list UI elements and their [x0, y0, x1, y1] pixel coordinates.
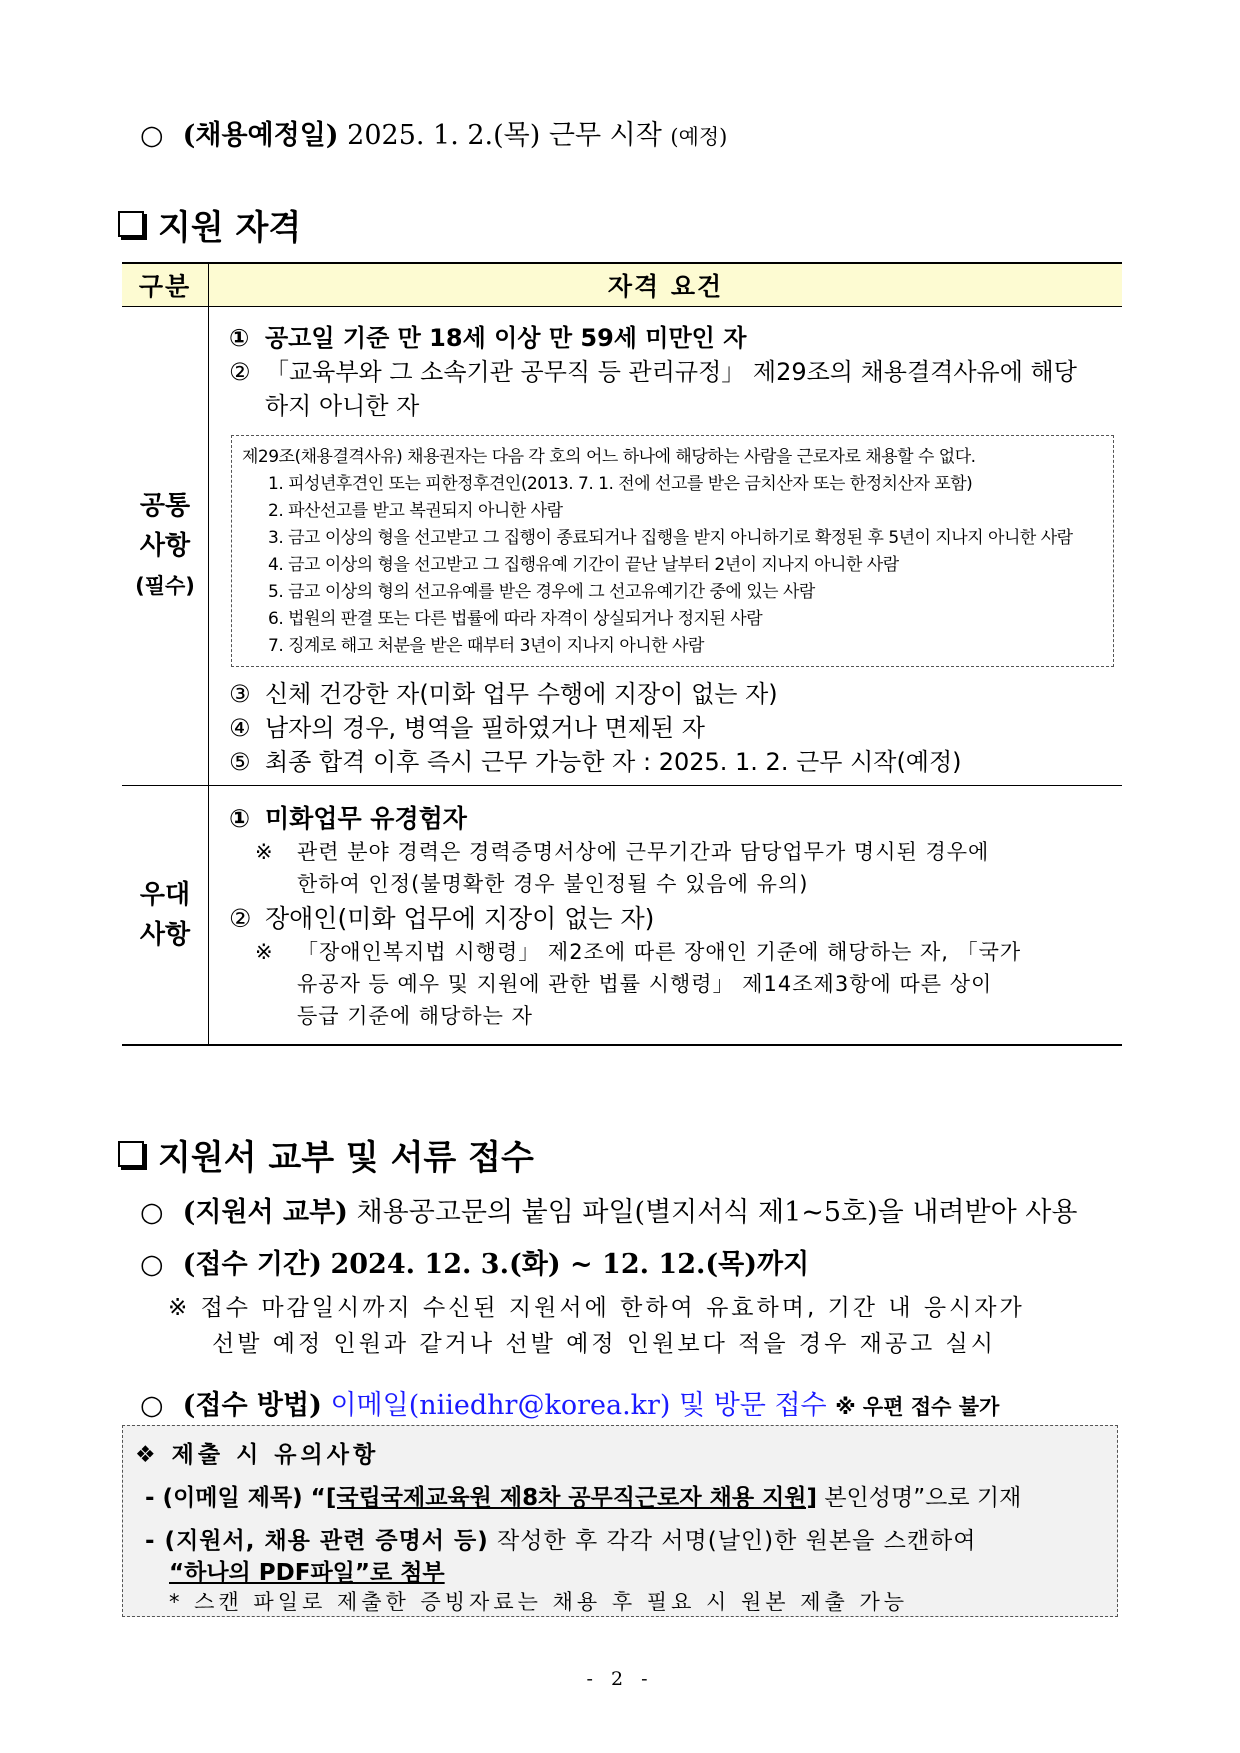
- item-text: 장애인(미화 업무에 지장이 없는 자): [265, 904, 655, 933]
- header-category: 구분: [122, 263, 209, 307]
- form-label: (지원서 교부): [182, 1197, 348, 1228]
- caution-line-documents: [145, 1522, 977, 1555]
- method-note: ※ 우편 접수 불가: [835, 1395, 1000, 1419]
- item-number: ①: [229, 804, 251, 833]
- article-clause: 5. 금고 이상의 형의 선고유예를 받은 경우에 그 선고유예기간 중에 있는 사람: [268, 582, 815, 602]
- section-title-application: [118, 1130, 534, 1179]
- item-number: ⑤: [229, 748, 251, 776]
- preferred-requirements: [209, 786, 1123, 1046]
- note-text: 「장애인복지법 시행령」 제2조에 따른 장애인 기준에 해당하는 자, 「국가: [297, 940, 1022, 964]
- note-text-continued: 등급 기준에 해당하는 자: [297, 1004, 533, 1028]
- item-number: ①: [229, 324, 250, 352]
- table-row-preferred: [122, 786, 1122, 1046]
- reference-mark-icon: ※: [168, 1295, 191, 1321]
- table-header-row: [122, 263, 1122, 307]
- note-text: 관련 분야 경력은 경력증명서상에 근무기간과 담당업무가 명시된 경우에: [297, 840, 990, 864]
- common-label-line3: (필수): [135, 574, 195, 598]
- page-number: - 2 -: [586, 1668, 654, 1690]
- item-number: ③: [229, 680, 251, 708]
- article-clause: 6. 법원의 판결 또는 다른 법률에 따라 자격이 상실되거나 정지된 사람: [268, 609, 763, 629]
- article-title: 제29조(채용결격사유) 채용권자는 다음 각 호의 어느 하나에 해당하는 사람을 근로자로 채용할 수 없다.: [242, 447, 976, 467]
- preferred-note: [209, 936, 1122, 1032]
- note-text: 접수 마감일시까지 수신된 지원서에 한하여 유효하며, 기간 내 응시자가: [200, 1295, 1025, 1321]
- preferred-label-line1: 우대: [139, 880, 191, 910]
- hire-date-label: (채용예정일): [182, 120, 339, 151]
- qualification-table: [122, 262, 1122, 1046]
- item-number: ②: [229, 358, 251, 386]
- article-29-box: [231, 435, 1114, 667]
- common-label-line1: 공통: [139, 491, 191, 521]
- table-row-common: [122, 307, 1122, 786]
- preferred-item: [209, 802, 1122, 836]
- period-label: (접수 기간): [182, 1249, 322, 1280]
- article-clause: 4. 금고 이상의 형을 선고받고 그 집행유예 기간이 끝난 날부터 2년이 지나지 아니한 사람: [268, 555, 899, 575]
- article-clause: 7. 징계로 해고 처분을 받은 때부터 3년이 지나지 아니한 사람: [268, 636, 704, 656]
- section-title-qualification: [118, 200, 301, 249]
- common-label-line2: 사항: [139, 531, 191, 561]
- header-requirements: 자격 요건: [209, 263, 1123, 307]
- hire-date-note: (예정): [670, 125, 728, 149]
- caution-title: ❖ 제출 시 유의사항: [135, 1442, 380, 1468]
- item-text: 신체 건강한 자(미화 업무 수행에 지장이 없는 자): [265, 680, 778, 708]
- note-text-continued: 선발 예정 인원과 같거나 선발 예정 인원보다 적을 경우 재공고 실시: [212, 1331, 996, 1357]
- item-text-continued: 하지 아니한 자: [265, 392, 420, 420]
- reference-mark-icon: ※: [255, 940, 274, 964]
- application-method-line: [140, 1383, 999, 1422]
- reference-mark-icon: ※: [255, 840, 274, 864]
- item-number: ②: [229, 904, 252, 933]
- item-text: 최종 합격 이후 즉시 근무 가능한 자 : 2025. 1. 2. 근무 시작(예정): [265, 748, 962, 776]
- requirement-item: [209, 745, 1122, 779]
- note-text-continued: 유공자 등 예우 및 지원에 관한 법률 시행령」 제14조제3항에 따른 상이: [297, 972, 993, 996]
- caution-underlined: “하나의 PDF파일”로 첨부: [169, 1560, 445, 1586]
- caution-label: - (이메일 제목) “: [145, 1485, 326, 1511]
- bullet-circle: ○: [140, 120, 164, 151]
- note-text-continued: 한하여 인정(불명확한 경우 불인정될 수 있음에 유의): [297, 872, 809, 896]
- checkbox-square-icon: [118, 1141, 144, 1167]
- requirement-item: [209, 355, 1122, 423]
- form-text: 채용공고문의 붙임 파일(별지서식 제1~5호)을 내려받아 사용: [356, 1197, 1078, 1228]
- requirement-item: [209, 677, 1122, 711]
- hire-date-text: 2025. 1. 2.(목) 근무 시작: [347, 120, 662, 151]
- caution-footnote: * 스캔 파일로 제출한 증빙자료는 채용 후 필요 시 원본 제출 가능: [169, 1590, 909, 1614]
- checkbox-square-icon: [118, 211, 144, 237]
- item-text: 공고일 기준 만 18세 이상 만 59세 미만인 자: [265, 324, 747, 352]
- preferred-label-line2: 사항: [139, 920, 191, 950]
- preferred-item: [209, 902, 1122, 936]
- preferred-note: [209, 836, 1122, 900]
- preferred-label: [122, 786, 209, 1046]
- application-period-line: [140, 1242, 809, 1281]
- caution-underlined: [국립국제교육원 제8차 공무직근로자 채용 지원]: [325, 1485, 818, 1511]
- item-number: ④: [229, 714, 251, 742]
- section-title-text: 지원서 교부 및 서류 접수: [158, 1138, 534, 1178]
- bullet-circle: ○: [140, 1390, 164, 1421]
- caution-text: 작성한 후 각각 서명(날인)한 원본을 스캔하여: [488, 1528, 977, 1554]
- article-clause: 3. 금고 이상의 형을 선고받고 그 집행이 종료되거나 집행을 받지 아니하기로 확정된 후 5년이 지나지 아니한 사람: [268, 528, 1073, 548]
- section-title-text: 지원 자격: [158, 208, 302, 248]
- caution-text: 본인성명”으로 기재: [817, 1485, 1022, 1511]
- common-label: [122, 307, 209, 786]
- period-note: [168, 1290, 1025, 1362]
- method-label: (접수 방법): [182, 1390, 322, 1421]
- item-text: 남자의 경우, 병역을 필하였거나 면제된 자: [265, 714, 705, 742]
- caution-line-email: [145, 1479, 1021, 1512]
- item-text: 미화업무 유경험자: [265, 804, 467, 833]
- submission-caution-box: [122, 1425, 1118, 1617]
- bullet-circle: ○: [140, 1249, 164, 1280]
- article-clause: 1. 피성년후견인 또는 피한정후견인(2013. 7. 1. 전에 선고를 받은 금치산자 또는 한정치산자 포함): [268, 474, 973, 494]
- email-link[interactable]: 이메일(niiedhr@korea.kr) 및 방문 접수: [330, 1390, 827, 1421]
- caution-label: - (지원서, 채용 관련 증명서 등): [145, 1528, 489, 1554]
- common-requirements: [209, 307, 1123, 786]
- article-clause: 2. 파산선고를 받고 복권되지 아니한 사람: [268, 501, 563, 521]
- bullet-circle: ○: [140, 1197, 164, 1228]
- period-text: 2024. 12. 3.(화) ~ 12. 12.(목)까지: [330, 1249, 810, 1280]
- requirement-item: [209, 711, 1122, 745]
- application-form-line: [140, 1190, 1077, 1229]
- item-text: 「교육부와 그 소속기관 공무직 등 관리규정」 제29조의 채용결격사유에 해당: [265, 358, 1077, 386]
- requirement-item: [209, 321, 1122, 355]
- hire-date-line: [140, 113, 727, 152]
